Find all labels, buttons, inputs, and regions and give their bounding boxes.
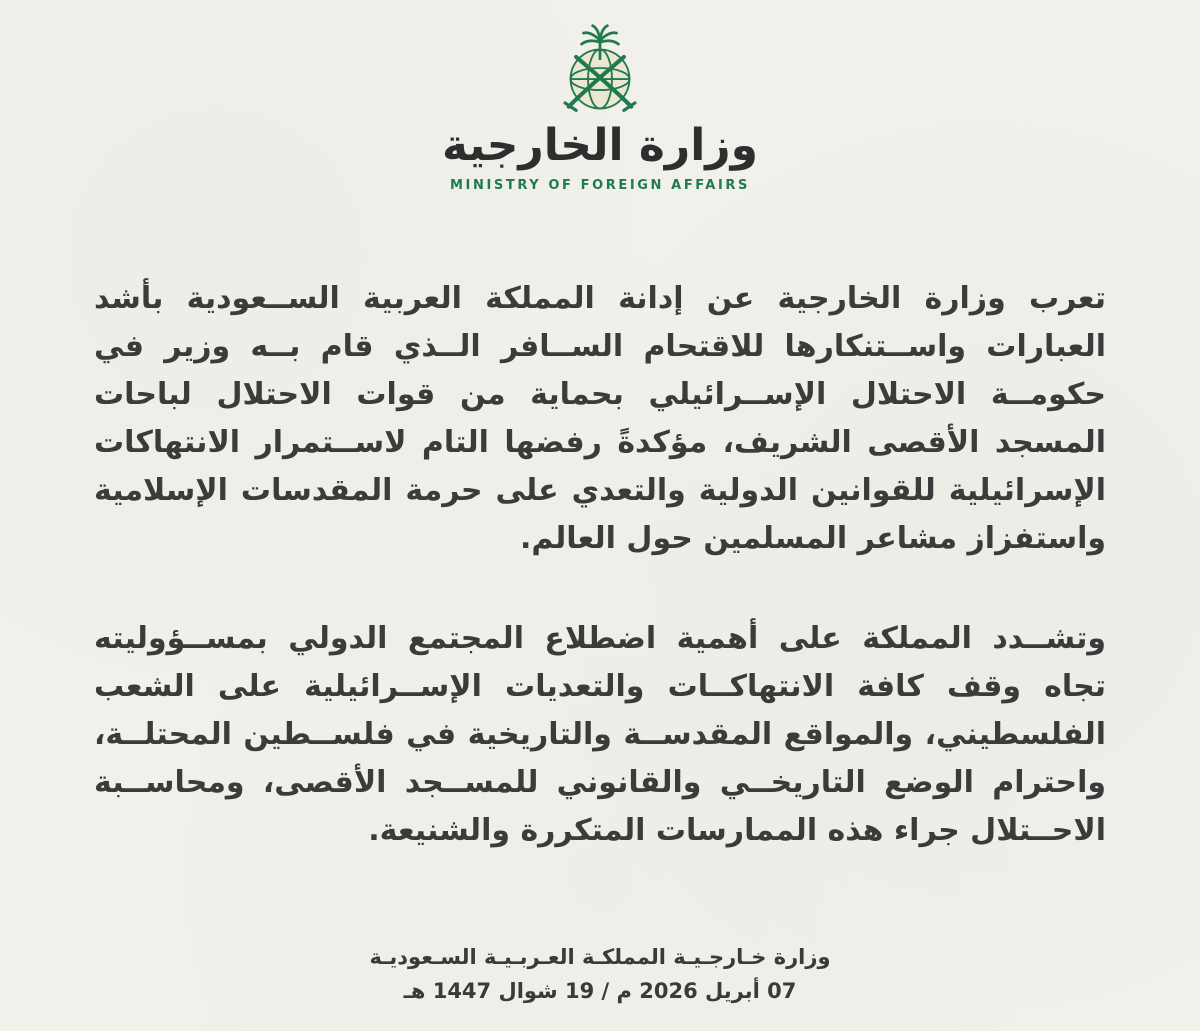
statement-body — [94, 275, 1106, 855]
ministry-name-english: MINISTRY OF FOREIGN AFFAIRS — [450, 178, 750, 194]
header — [0, 0, 1200, 193]
footer — [0, 945, 1200, 1003]
statement-paragraph-2: وتشــدد المملكة على أهمية اضطلاع المجتمع الدولي بمســؤوليته تجاه وقف كافة الانتهاكــات والتعديات الإســرائيلية على الشعب الفلسطيني، والمواقع المقدســة والتاريخية في فلســطين المحتلــة، واحترام الوضع التاريخــي والقانوني للمســجد الأقصى، ومحاســبة الاحــتلال جراء هذه الممارسات المتكررة والشنيعة. — [94, 621, 1106, 849]
statement-paragraph-1: تعرب وزارة الخارجية عن إدانة المملكة العربية الســعودية بأشد العبارات واســتنكارها للاقتحام الســافر الــذي قام بــه وزير في حكومــة الاحتلال الإســرائيلي بحماية من قوات الاحتلال لباحات المسجد الأقصى الشريف، مؤكدةً رفضها التام لاســتمرار الانتهاكات الإسرائيلية للقوانين الدولية والتعدي على حرمة المقدسات الإسلامية واستفزاز مشاعر المسلمين حول العالم. — [94, 281, 1106, 557]
mofa-emblem-icon — [535, 22, 665, 114]
footer-date: 07 أبريل 2026 م / 19 شوال 1447 هـ — [403, 979, 797, 1003]
footer-source: وزارة خـارجـيـة المملكـة العـربـيـة السـعوديـة — [369, 945, 831, 969]
ministry-name-calligraphy: وزارة الخارجية — [442, 120, 758, 171]
